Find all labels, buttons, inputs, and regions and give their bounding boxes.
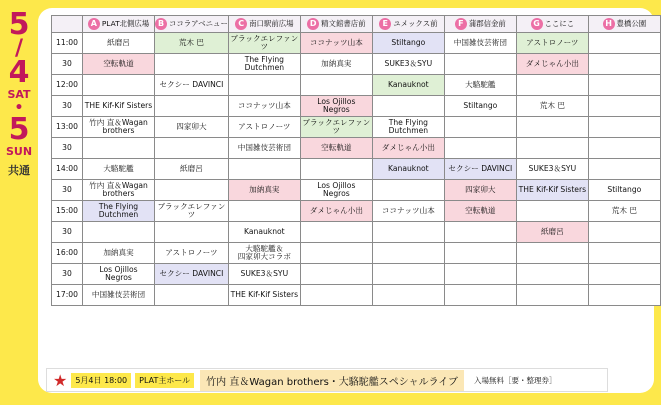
time-cell: 14:00	[52, 159, 83, 180]
schedule-cell: 紙磨呂	[516, 222, 588, 243]
schedule-cell	[300, 75, 372, 96]
schedule-cell	[588, 75, 660, 96]
schedule-cell: Stiltango	[372, 33, 444, 54]
schedule-cell	[588, 117, 660, 138]
schedule-cell	[372, 264, 444, 285]
schedule-cell: アストロノーツ	[516, 33, 588, 54]
schedule-cell	[444, 54, 516, 75]
schedule-cell	[444, 222, 516, 243]
schedule-cell	[588, 33, 660, 54]
slash-a: /	[14, 36, 24, 61]
time-cell: 30	[52, 222, 83, 243]
schedule-cell: 四家卯大	[444, 180, 516, 201]
schedule-cell: アストロノーツ	[228, 117, 300, 138]
schedule-cell: SUKE3＆SYU	[516, 159, 588, 180]
schedule-cell	[516, 285, 588, 306]
venue-header-g	[516, 16, 588, 33]
table-row	[52, 117, 661, 138]
schedule-cell: ブラックエレファンツ	[155, 201, 229, 222]
venue-header-d	[300, 16, 372, 33]
schedule-cell	[588, 222, 660, 243]
schedule-cell: ココナッツ山本	[300, 33, 372, 54]
schedule-cell	[228, 159, 300, 180]
time-cell: 16:00	[52, 243, 83, 264]
schedule-cell: THE Kif-Kif Sisters	[83, 96, 155, 117]
venue-star-icon: D	[307, 18, 319, 30]
table-row	[52, 243, 661, 264]
schedule-cell	[300, 159, 372, 180]
schedule-cell	[588, 264, 660, 285]
venue-name: ココラアベニュー	[169, 19, 228, 28]
schedule-cell: 大駱駝艦	[83, 159, 155, 180]
time-cell: 30	[52, 54, 83, 75]
schedule-cell	[444, 243, 516, 264]
schedule-cell	[83, 138, 155, 159]
schedule-cell	[372, 96, 444, 117]
schedule-cell	[516, 243, 588, 264]
schedule-cell: The Flying Dutchmen	[83, 201, 155, 222]
schedule-cell: アストロノーツ	[155, 243, 229, 264]
schedule-cell: ダメじゃん小出	[372, 138, 444, 159]
schedule-cell	[588, 243, 660, 264]
schedule-cell	[155, 54, 229, 75]
time-cell: 12:00	[52, 75, 83, 96]
schedule-cell	[516, 264, 588, 285]
schedule-cell	[300, 264, 372, 285]
schedule-cell: 竹内 直＆Wagan brothers	[83, 180, 155, 201]
time-cell: 13:00	[52, 117, 83, 138]
special-venue: PLAT主ホール	[135, 373, 194, 388]
time-cell: 30	[52, 138, 83, 159]
schedule-cell: ダメじゃん小出	[300, 201, 372, 222]
schedule-cell: 竹内 直＆Wagan brothers	[83, 117, 155, 138]
special-title: 竹内 直＆Wagan brothers・大駱駝艦スペシャルライブ	[200, 370, 464, 391]
schedule-cell: SUKE3＆SYU	[372, 54, 444, 75]
time-cell: 11:00	[52, 33, 83, 54]
schedule-cell	[228, 75, 300, 96]
schedule-cell	[588, 285, 660, 306]
star-icon: ★	[53, 370, 68, 390]
venue-star-icon: C	[235, 18, 247, 30]
venue-header-h	[588, 16, 660, 33]
venue-name: ユメックス前	[393, 19, 438, 28]
schedule-cell: 中国雑伎芸術団	[444, 33, 516, 54]
schedule-cell	[372, 180, 444, 201]
table-row	[52, 138, 661, 159]
schedule-cell	[155, 285, 229, 306]
schedule-cell	[516, 138, 588, 159]
schedule-cell: The Flying Dutchmen	[372, 117, 444, 138]
schedule-cell	[516, 75, 588, 96]
schedule-cell	[155, 96, 229, 117]
schedule-cell: THE Kif-Kif Sisters	[228, 285, 300, 306]
venue-header-a	[83, 16, 155, 33]
schedule-cell: 中国雑伎芸術団	[83, 285, 155, 306]
venue-star-icon: B	[155, 18, 167, 30]
schedule-cell: Kanauknot	[372, 75, 444, 96]
table-row	[52, 33, 661, 54]
common-label: 共通	[8, 164, 30, 177]
schedule-cell	[155, 180, 229, 201]
schedule-cell	[444, 117, 516, 138]
schedule-cell	[588, 159, 660, 180]
schedule-cell	[300, 285, 372, 306]
table-row	[52, 180, 661, 201]
dow-b: SUN	[5, 145, 33, 158]
time-cell: 15:00	[52, 201, 83, 222]
venue-star-icon: E	[379, 18, 391, 30]
separator-dot: •	[14, 100, 24, 116]
table-row	[52, 159, 661, 180]
schedule-cell: ココナッツ山本	[372, 201, 444, 222]
schedule-cell: セクシー DAVINCI	[155, 75, 229, 96]
venue-header-b	[155, 16, 229, 33]
schedule-cell: セクシー DAVINCI	[155, 264, 229, 285]
venue-header-c	[228, 16, 300, 33]
schedule-cell: 大駱駝艦＆ 四家卯大コラボ	[228, 243, 300, 264]
table-row	[52, 222, 661, 243]
venue-star-icon: F	[455, 18, 467, 30]
schedule-cell: ブラックエレファンツ	[228, 33, 300, 54]
schedule-cell	[588, 138, 660, 159]
schedule-cell: 中国雑伎芸術団	[228, 138, 300, 159]
time-cell: 30	[52, 96, 83, 117]
schedule-cell: 大駱駝艦	[444, 75, 516, 96]
special-live-banner	[46, 368, 608, 392]
table-row	[52, 75, 661, 96]
venue-star-icon: G	[531, 18, 543, 30]
venue-name: ここにこ	[544, 19, 575, 28]
schedule-cell	[155, 138, 229, 159]
venue-name: 南口駅前広場	[249, 19, 294, 28]
schedule-cell	[228, 201, 300, 222]
schedule-cell: 加納真実	[228, 180, 300, 201]
day-a: 4	[8, 55, 30, 90]
schedule-cell	[444, 264, 516, 285]
month-a: 5	[8, 7, 30, 42]
schedule-cell: 紙磨呂	[155, 159, 229, 180]
schedule-cell: 荒木 巴	[155, 33, 229, 54]
date-label	[2, 7, 36, 177]
schedule-cell: Stiltango	[444, 96, 516, 117]
schedule-cell: Los Ojillos Negros	[300, 180, 372, 201]
schedule-cell: 四家卯大	[155, 117, 229, 138]
schedule-cell: ダメじゃん小出	[516, 54, 588, 75]
venue-name: 豊橋公園	[616, 19, 647, 28]
schedule-cell	[516, 201, 588, 222]
day-b: 5	[8, 112, 30, 147]
venue-star-icon: H	[603, 18, 615, 30]
timetable	[51, 15, 661, 306]
schedule-cell	[516, 117, 588, 138]
table-row	[52, 285, 661, 306]
schedule-cell	[372, 243, 444, 264]
schedule-cell	[588, 96, 660, 117]
schedule-cell: Los Ojillos Negros	[300, 96, 372, 117]
time-cell: 30	[52, 180, 83, 201]
admission-note: 入場無料［要・整理券］	[474, 375, 557, 385]
venue-header-e	[372, 16, 444, 33]
schedule-cell	[588, 54, 660, 75]
venue-name: 精文館書店前	[321, 19, 366, 28]
schedule-cell: 荒木 巴	[588, 201, 660, 222]
schedule-cell	[444, 285, 516, 306]
schedule-cell: 荒木 巴	[516, 96, 588, 117]
schedule-cell: 空転軌道	[300, 138, 372, 159]
time-cell: 30	[52, 264, 83, 285]
schedule-cell	[155, 222, 229, 243]
schedule-cell: ブラックエレファンツ	[300, 117, 372, 138]
schedule-cell: Kanauknot	[372, 159, 444, 180]
schedule-cell	[83, 222, 155, 243]
schedule-cell: 加納真実	[300, 54, 372, 75]
schedule-cell: セクシー DAVINCI	[444, 159, 516, 180]
schedule-cell: THE Kif-Kif Sisters	[516, 180, 588, 201]
venue-header-f	[444, 16, 516, 33]
table-row	[52, 96, 661, 117]
header-corner	[52, 16, 83, 33]
schedule-cell: SUKE3＆SYU	[228, 264, 300, 285]
special-date: 5月4日 18:00	[71, 373, 131, 388]
schedule-cell	[300, 243, 372, 264]
schedule-cell	[444, 138, 516, 159]
schedule-cell: 空転軌道	[444, 201, 516, 222]
schedule-cell	[83, 75, 155, 96]
schedule-cell: 加納真実	[83, 243, 155, 264]
venue-header-row	[52, 16, 661, 33]
table-row	[52, 54, 661, 75]
table-row	[52, 201, 661, 222]
time-cell: 17:00	[52, 285, 83, 306]
venue-name: 蒲郡信金前	[468, 19, 506, 28]
table-row	[52, 264, 661, 285]
schedule-cell: Los Ojillos Negros	[83, 264, 155, 285]
dow-a: SAT	[7, 88, 31, 101]
schedule-cell: ココナッツ山本	[228, 96, 300, 117]
schedule-cell: 空転軌道	[83, 54, 155, 75]
schedule-cell: The Flying Dutchmen	[228, 54, 300, 75]
schedule-cell	[372, 285, 444, 306]
schedule-cell: Stiltango	[588, 180, 660, 201]
venue-star-icon: A	[88, 18, 100, 30]
schedule-cell	[300, 222, 372, 243]
schedule-cell: 紙磨呂	[83, 33, 155, 54]
schedule-cell: Kanauknot	[228, 222, 300, 243]
schedule-cell	[372, 222, 444, 243]
venue-name: PLAT北側広場	[101, 19, 150, 28]
